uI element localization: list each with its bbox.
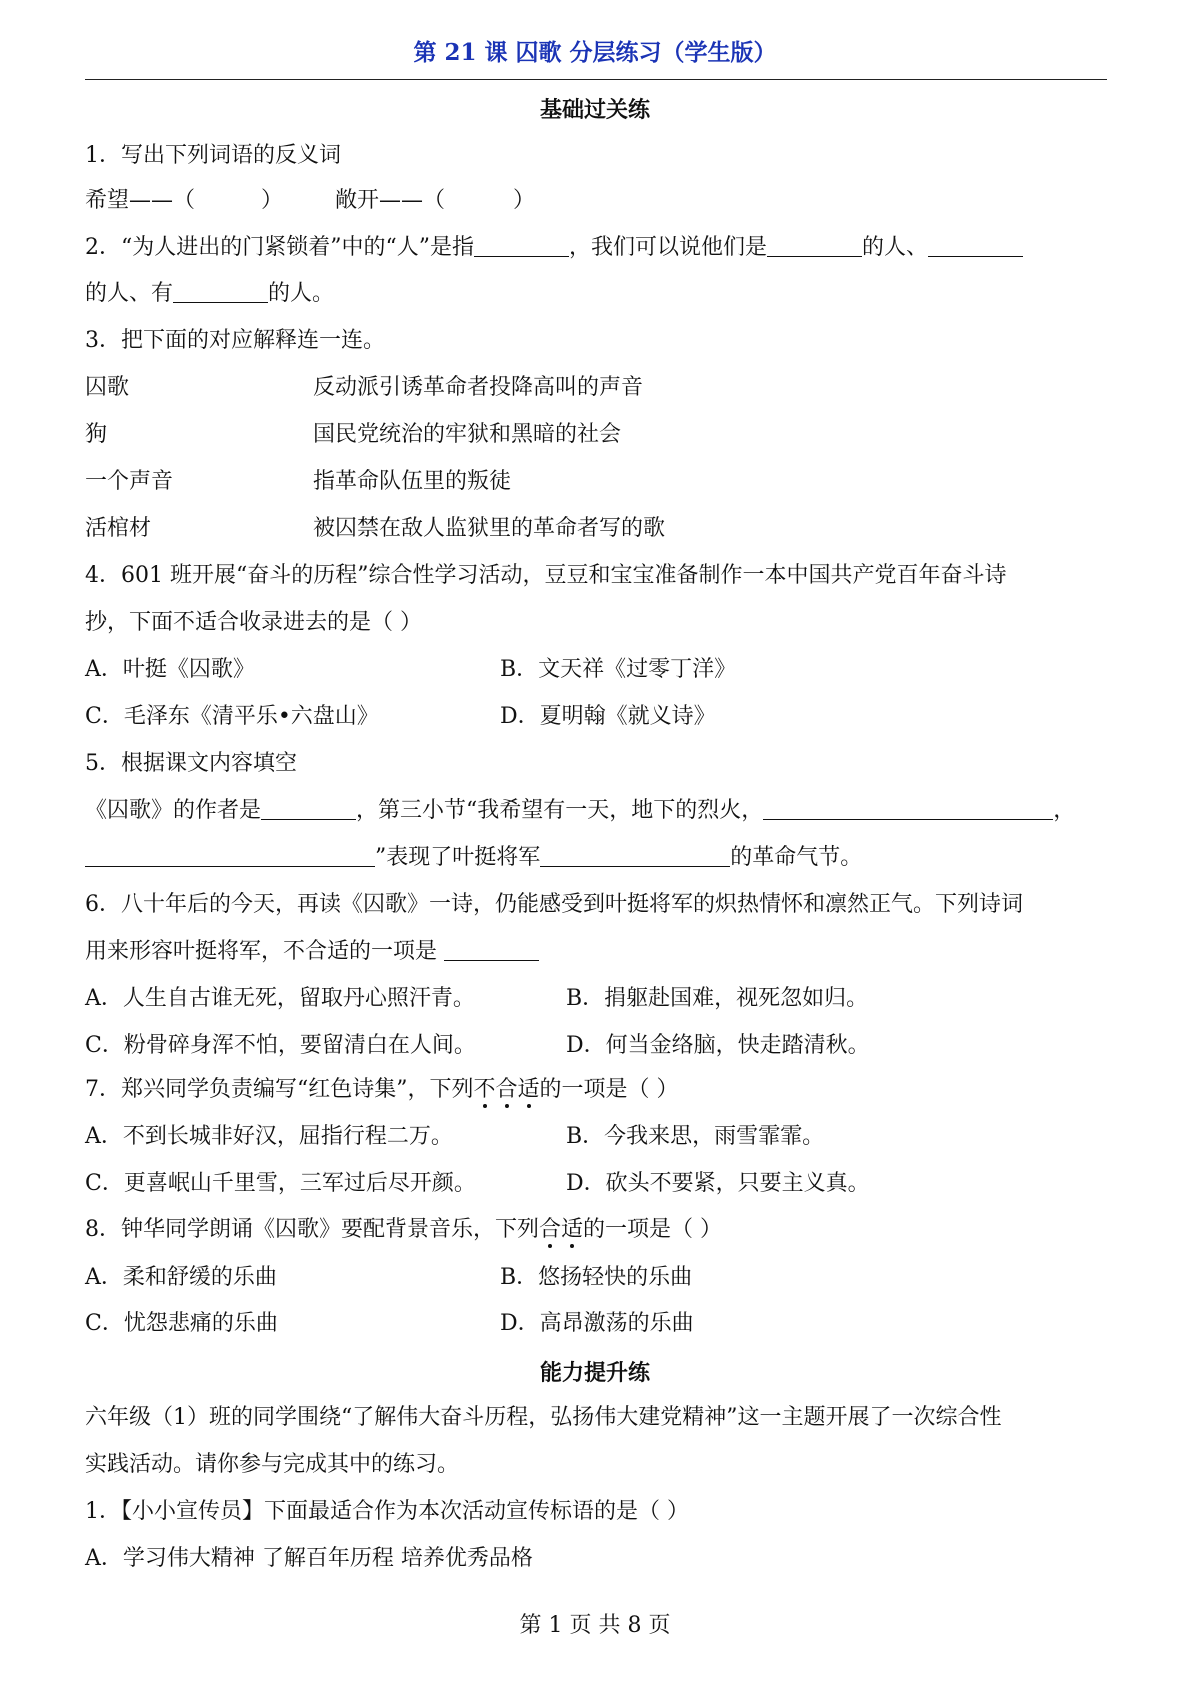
q8-stem: 8．钟华同学朗诵《囚歌》要配背景音乐，下列合适的一项是（ ） — [85, 1217, 723, 1242]
q4-option-c[interactable]: C．毛泽东《清平乐•六盘山》 — [85, 704, 379, 729]
q6-answer-blank[interactable] — [444, 938, 539, 961]
q8-option-d[interactable]: D．高昂激荡的乐曲 — [500, 1311, 694, 1336]
q4-option-a[interactable]: A．叶挺《囚歌》 — [85, 657, 255, 682]
q7-stem: 7．郑兴同学负责编写“红色诗集”，下列不合适的一项是（ ） — [85, 1077, 679, 1102]
q2-line2: 的人、有 的人。 — [85, 281, 335, 306]
section-advanced-heading: 能力提升练 — [539, 1360, 650, 1386]
q1-close-a: ） — [261, 188, 284, 213]
q4-stem-line2: 抄，下面不适合收录进去的是（ ） — [85, 610, 422, 635]
q7-option-c[interactable]: C．更喜岷山千里雪，三军过后尽开颜。 — [85, 1171, 476, 1196]
header-divider — [85, 79, 1107, 80]
emphasis-char: 合 — [539, 1217, 562, 1242]
q7-option-a[interactable]: A．不到长城非好汉，屈指行程二万。 — [85, 1124, 453, 1149]
q2-blank-4[interactable] — [173, 280, 268, 303]
q4-option-b[interactable]: B．文天祥《过零丁洋》 — [500, 657, 737, 682]
q1-word-b: 敞开——（ — [335, 188, 446, 213]
intro-line1: 六年级（1）班的同学围绕“了解伟大奋斗历程，弘扬伟大建党精神”这一主题开展了一次综合性 — [85, 1405, 1002, 1430]
q1-stem: 1．写出下列词语的反义词 — [85, 143, 341, 168]
q6-option-c[interactable]: C．粉骨碎身浑不怕，要留清白在人间。 — [85, 1033, 476, 1058]
q6-stem-line2: 用来形容叶挺将军，不合适的一项是 — [85, 937, 539, 967]
q1-pairs — [85, 186, 535, 216]
page-title: 第 21 课 囚歌 分层练习（学生版） — [413, 39, 777, 66]
q8-option-c[interactable]: C．忧怨悲痛的乐曲 — [85, 1311, 278, 1336]
q7-option-b[interactable]: B．今我来思，雨雪霏霏。 — [566, 1124, 825, 1149]
q5-blank-author[interactable] — [261, 797, 356, 820]
emphasis-char: 不 — [473, 1077, 496, 1102]
a1-stem: 1．【小小宣传员】下面最适合作为本次活动宣传标语的是（ ） — [85, 1499, 689, 1524]
q5-line1: 《囚歌》的作者是 ，第三小节“我希望有一天，地下的烈火， ， — [85, 798, 1076, 823]
q8-option-b[interactable]: B．悠扬轻快的乐曲 — [500, 1265, 693, 1290]
q3-right-1[interactable]: 反动派引诱革命者投降高叫的声音 — [313, 375, 644, 400]
q2-blank-1[interactable] — [474, 234, 569, 257]
emphasis-char: 适 — [561, 1217, 584, 1242]
q3-left-1[interactable]: 囚歌 — [85, 375, 130, 400]
q6-option-a[interactable]: A．人生自古谁无死，留取丹心照汗青。 — [85, 986, 475, 1011]
q5-blank-verse-2[interactable] — [85, 844, 375, 867]
q3-left-4[interactable]: 活棺材 — [85, 516, 152, 541]
q2-blank-2[interactable] — [767, 234, 862, 257]
q3-left-3[interactable]: 一个声音 — [85, 469, 174, 494]
section-basic-heading: 基础过关练 — [539, 97, 650, 123]
q3-right-3[interactable]: 指革命队伍里的叛徒 — [313, 469, 512, 494]
q5-stem: 5．根据课文内容填空 — [85, 751, 297, 776]
a1-option-a[interactable]: A．学习伟大精神 了解百年历程 培养优秀品格 — [85, 1546, 533, 1571]
q3-right-2[interactable]: 国民党统治的牢狱和黑暗的社会 — [313, 422, 622, 447]
emphasis-char: 适 — [517, 1077, 540, 1102]
q3-stem: 3．把下面的对应解释连一连。 — [85, 328, 385, 353]
q2-line1: 2．“为人进出的门紧锁着”中的“人”是指 ，我们可以说他们是 的人、 — [85, 233, 1023, 263]
q2-blank-3[interactable] — [928, 234, 1023, 257]
q6-option-b[interactable]: B．捐躯赴国难，视死忽如归。 — [566, 986, 869, 1011]
page-footer: 第 1 页 共 8 页 — [519, 1613, 671, 1638]
q6-stem-line1: 6．八十年后的今天，再读《囚歌》一诗，仍能感受到叶挺将军的炽热情怀和凛然正气。下列诗词 — [85, 892, 1024, 917]
q1-word-a: 希望——（ — [85, 188, 196, 213]
q5-blank-spirit[interactable] — [540, 844, 730, 867]
intro-line2: 实践活动。请你参与完成其中的练习。 — [85, 1452, 460, 1477]
q3-left-2[interactable]: 狗 — [85, 422, 108, 447]
q4-option-d[interactable]: D．夏明翰《就义诗》 — [500, 704, 716, 729]
q3-right-4[interactable]: 被囚禁在敌人监狱里的革命者写的歌 — [313, 516, 666, 541]
q5-blank-verse-1[interactable] — [763, 797, 1053, 820]
q1-close-b: ） — [513, 188, 536, 213]
q5-line2: ”表现了叶挺将军 的革命气节。 — [85, 843, 862, 873]
q4-stem-line1: 4．601 班开展“奋斗的历程”综合性学习活动，豆豆和宝宝准备制作一本中国共产党百年奋斗诗 — [85, 563, 1007, 588]
q7-option-d[interactable]: D．砍头不要紧，只要主义真。 — [566, 1171, 870, 1196]
emphasis-char: 合 — [495, 1077, 518, 1102]
q8-option-a[interactable]: A．柔和舒缓的乐曲 — [85, 1265, 277, 1290]
q6-option-d[interactable]: D．何当金络脑，快走踏清秋。 — [566, 1033, 870, 1058]
